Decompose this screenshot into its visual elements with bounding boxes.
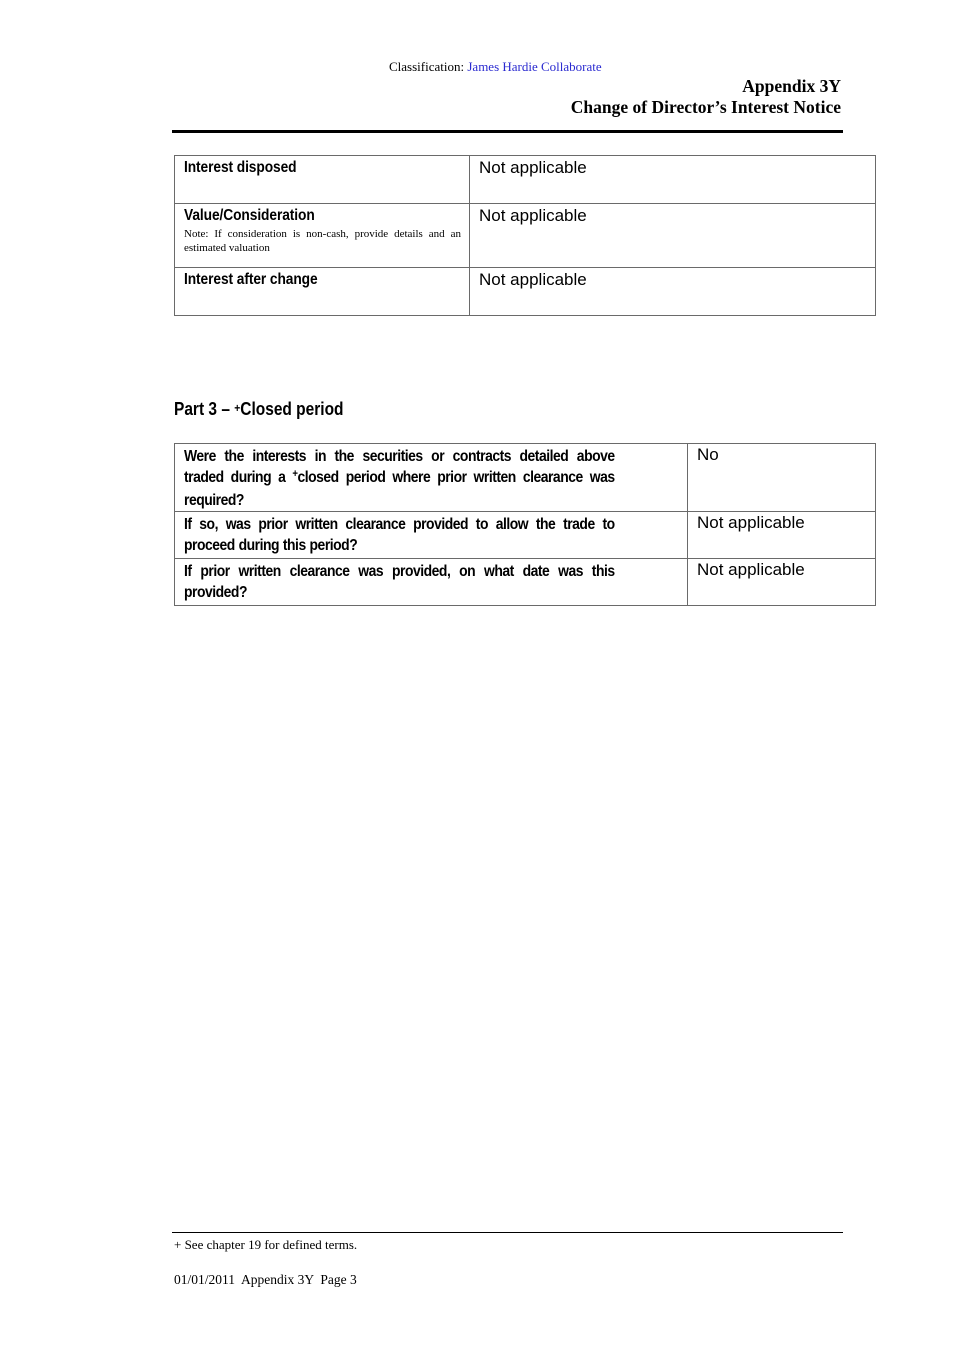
footer-divider <box>172 1232 843 1233</box>
answer-cell <box>688 512 876 559</box>
question-text <box>184 446 615 511</box>
table-row <box>175 512 876 559</box>
question-cell <box>175 512 688 559</box>
classification-label: Classification: <box>389 59 468 74</box>
defined-term-marker: + <box>292 468 298 480</box>
table-row <box>175 156 876 204</box>
answer-text: Not applicable <box>697 513 805 532</box>
answer-cell <box>688 444 876 512</box>
classification-value: James Hardie Collaborate <box>467 59 602 74</box>
part3-heading-text: Closed period <box>240 399 344 419</box>
row-label-cell <box>175 268 470 316</box>
row-value: Not applicable <box>479 206 587 225</box>
header-divider <box>172 130 843 133</box>
row-value-cell <box>470 156 876 204</box>
row-value-cell <box>470 268 876 316</box>
table-row <box>175 204 876 268</box>
part3-heading-prefix: Part 3 – <box>174 399 235 419</box>
page-footer: 01/01/2011 Appendix 3Y Page 3 <box>174 1272 357 1287</box>
row-label: Value/Consideration <box>184 207 315 224</box>
table-row <box>175 268 876 316</box>
classification-line <box>389 59 602 75</box>
row-label-cell <box>175 204 470 268</box>
question-text: If prior written clearance was provided, on what date was this provided? <box>184 563 615 601</box>
answer-text: No <box>697 445 719 464</box>
question-text: If so, was prior written clearance provided to allow the trade to proceed during this period? <box>184 516 615 554</box>
table-row <box>175 559 876 606</box>
closed-period-table <box>174 443 876 606</box>
part3-heading <box>174 399 343 420</box>
document-header <box>571 76 841 118</box>
row-value-cell <box>470 204 876 268</box>
document-title: Change of Director’s Interest Notice <box>570 97 841 117</box>
row-value: Not applicable <box>479 158 587 177</box>
interest-table <box>174 155 876 316</box>
answer-text: Not applicable <box>697 560 805 579</box>
question-cell <box>175 559 688 606</box>
row-label: Interest after change <box>184 271 318 288</box>
row-label-cell <box>175 156 470 204</box>
table-row <box>175 444 876 512</box>
defined-term-marker: + <box>234 401 241 415</box>
row-label: Interest disposed <box>184 159 297 176</box>
appendix-label: Appendix 3Y <box>742 76 841 96</box>
footnote: + See chapter 19 for defined terms. <box>174 1237 358 1252</box>
row-note: Note: If consideration is non-cash, provide details and an estimated valuation <box>184 228 461 254</box>
row-value: Not applicable <box>479 270 587 289</box>
answer-cell <box>688 559 876 606</box>
question-text-part: Were the interests in the securities or contracts detailed above traded during a <box>184 448 615 486</box>
question-cell <box>175 444 688 512</box>
question-text-part: closed period where prior written clearance was required? <box>184 469 615 509</box>
